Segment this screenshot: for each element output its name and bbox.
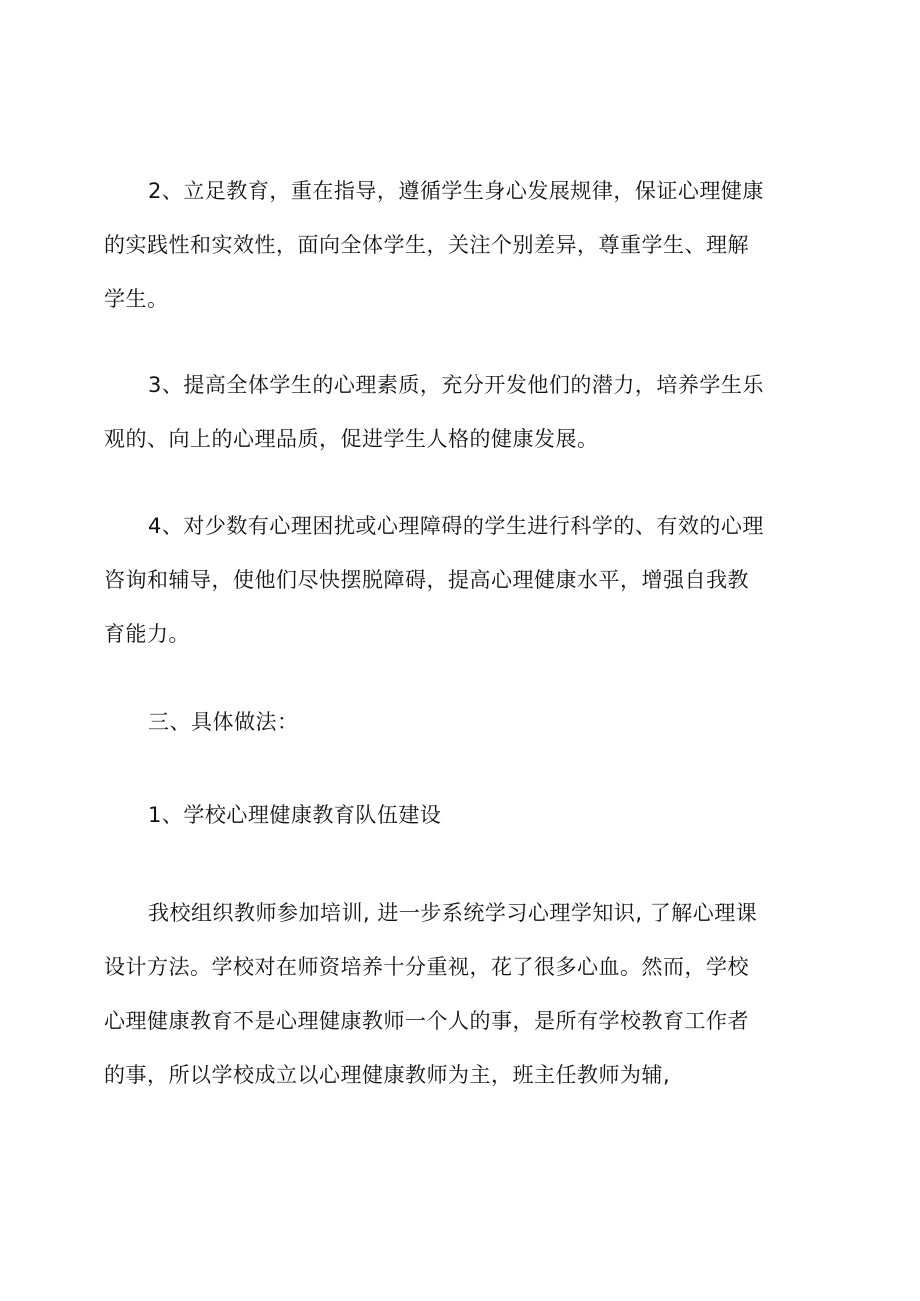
paragraph-line: 学生。 — [104, 287, 169, 311]
paragraph-line: 育能力。 — [104, 622, 190, 646]
paragraph-line: 2、立足教育，重在指导，遵循学生身心发展规律，保证心理健康 — [148, 179, 764, 203]
paragraph-line: 观的、向上的心理品质，促进学生人格的健康发展。 — [104, 427, 599, 451]
paragraph-line: 设计方法。学校对在师资培养十分重视，花了很多心血。然而，学校 — [104, 955, 749, 979]
section-heading: 三、具体做法： — [148, 710, 299, 734]
final-paragraph — [104, 886, 816, 1102]
paragraph-item-3 — [104, 358, 816, 466]
sub-heading: 1、学校心理健康教育队伍建设 — [148, 803, 442, 827]
paragraph-item-4 — [104, 499, 816, 661]
paragraph-line: 3、提高全体学生的心理素质，充分开发他们的潜力，培养学生乐 — [148, 373, 764, 397]
paragraph-line: 4、对少数有心理困扰或心理障碍的学生进行科学的、有效的心理 — [148, 514, 764, 538]
paragraph-line: 心理健康教育不是心理健康教师一个人的事，是所有学校教育工作者 — [104, 1009, 749, 1033]
paragraph-line: 咨询和辅导，使他们尽快摆脱障碍，提高心理健康水平，增强自我教 — [104, 568, 749, 592]
paragraph-line: 的事，所以学校成立以心理健康教师为主，班主任教师为辅, — [104, 1063, 671, 1087]
paragraph-line: 的实践性和实效性，面向全体学生，关注个别差异，尊重学生、理解 — [104, 233, 749, 257]
paragraph-item-2 — [104, 164, 816, 326]
paragraph-line: 我校组织教师参加培训, 进一步系统学习心理学知识, 了解心理课 — [148, 901, 758, 925]
